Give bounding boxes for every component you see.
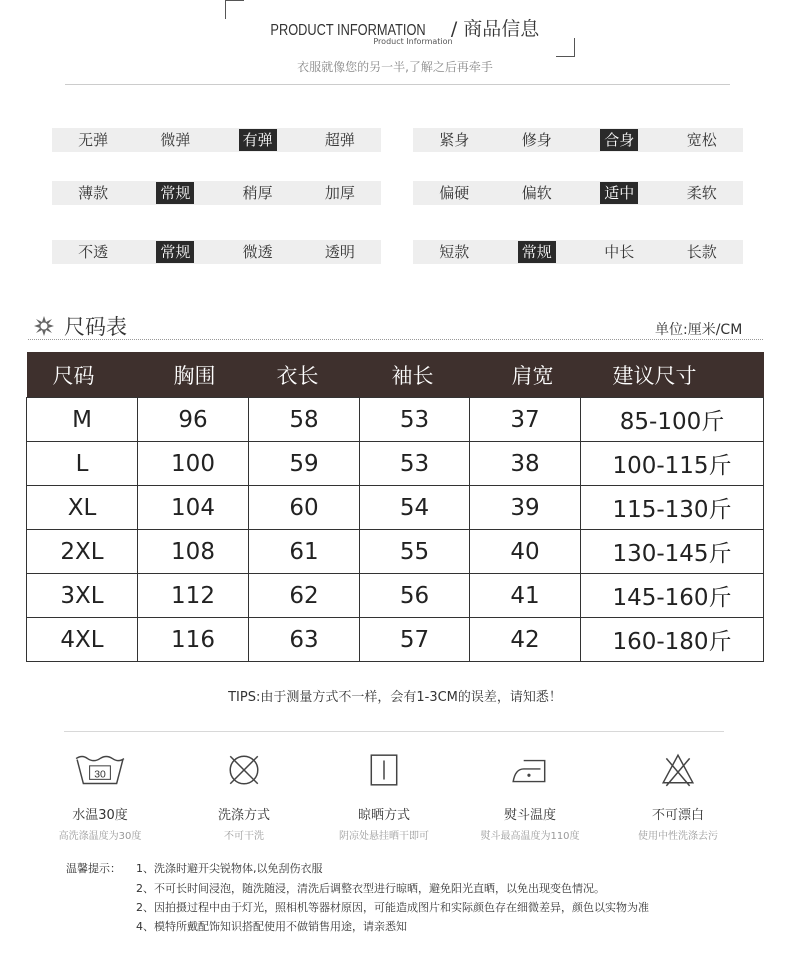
care-desc: 阴凉处悬挂晒干即可: [339, 831, 429, 842]
attribute-option-label: 中长: [604, 243, 635, 261]
attribute-option-selected: [578, 181, 661, 205]
size-cell: 53: [360, 442, 470, 486]
attribute-option-label: 宽松: [686, 131, 717, 149]
size-table-header: [27, 352, 764, 398]
size-column-header: 衣长: [249, 352, 360, 398]
note-item: 1、洗涤时避开尖锐物体,以免刮伤衣服: [136, 862, 323, 875]
size-cell: 145-160斤: [581, 574, 764, 618]
attribute-option-label: 常规: [156, 182, 194, 204]
attribute-option-label: 短款: [439, 243, 470, 261]
attribute-option-label: 常规: [518, 241, 556, 263]
size-cell: 59: [249, 442, 360, 486]
size-cell: XL: [27, 486, 138, 530]
size-cell: 112: [138, 574, 249, 618]
size-cell: 61: [249, 530, 360, 574]
size-cell: 63: [249, 618, 360, 662]
care-label: 熨斗温度: [503, 808, 556, 823]
size-cell: 115-130斤: [581, 486, 764, 530]
care-item-line-dry: [314, 752, 454, 842]
size-cell: 160-180斤: [581, 618, 764, 662]
attribute-option-label: 微弹: [160, 131, 191, 149]
attribute-row: [413, 128, 743, 152]
size-cell: 42: [470, 618, 581, 662]
size-cell: 4XL: [27, 618, 138, 662]
size-cell: 53: [360, 398, 470, 442]
attribute-option: [52, 128, 134, 152]
attribute-option: [496, 128, 579, 152]
attribute-option: [661, 240, 744, 264]
attribute-option: [413, 181, 496, 205]
care-item-bleach: [608, 752, 748, 842]
table-row: [27, 486, 764, 530]
table-row: [27, 574, 764, 618]
table-row: [27, 530, 764, 574]
page-subtitle: Product Information: [373, 37, 453, 46]
care-label: 水温30度: [72, 808, 128, 823]
size-cell: 54: [360, 486, 470, 530]
attribute-option: [217, 181, 299, 205]
size-cell: 57: [360, 618, 470, 662]
table-row: [27, 398, 764, 442]
size-cell: L: [27, 442, 138, 486]
size-tips: TIPS:由于测量方式不一样，会有1-3CM的误差，请知悉！: [228, 690, 562, 705]
size-cell: 39: [470, 486, 581, 530]
size-column-header: 尺码: [27, 352, 138, 398]
attribute-option-label: 柔软: [686, 184, 717, 202]
table-row: [27, 618, 764, 662]
care-desc: 高洗涤温度为30度: [58, 831, 142, 842]
attribute-row: [413, 240, 743, 264]
attribute-option: [661, 128, 744, 152]
attribute-option-label: 长款: [686, 243, 717, 261]
attribute-option-label: 透明: [324, 243, 355, 261]
attribute-option-label: 有弹: [239, 129, 277, 151]
attribute-option-label: 不透: [78, 243, 109, 261]
attribute-option: [413, 128, 496, 152]
size-cell: M: [27, 398, 138, 442]
note-item: 2、不可长时间浸泡，随洗随浸，清洗后调整衣型进行晾晒，避免阳光直晒，以免出现变色情况。: [136, 882, 605, 895]
size-cell: 37: [470, 398, 581, 442]
care-desc: 使用中性洗涤去污: [638, 831, 718, 842]
size-cell: 3XL: [27, 574, 138, 618]
attribute-option: [299, 240, 381, 264]
notes-heading: 温馨提示：: [66, 862, 121, 875]
attribute-option: [52, 240, 134, 264]
size-chart-unit: 单位:厘米/CM: [655, 322, 743, 338]
care-label: 晾晒方式: [357, 808, 410, 823]
line-dry-icon: [366, 752, 402, 788]
attribute-option-selected: [578, 128, 661, 152]
attribute-option-label: 微透: [242, 243, 273, 261]
attribute-option-selected: [496, 240, 579, 264]
attribute-row: [52, 240, 381, 264]
size-chart-title: 尺码表: [64, 315, 127, 339]
note-item: 4、模特所戴配饰知识搭配使用不做销售用途，请亲悉知: [136, 920, 407, 933]
attribute-option: [217, 240, 299, 264]
attribute-row: [52, 181, 381, 205]
size-cell: 60: [249, 486, 360, 530]
size-cell: 2XL: [27, 530, 138, 574]
attribute-option-label: 合身: [600, 129, 638, 151]
no-dry-clean-icon: [226, 752, 262, 788]
table-row: [27, 442, 764, 486]
attribute-option-label: 薄款: [78, 184, 109, 202]
size-cell: 62: [249, 574, 360, 618]
attribute-option-selected: [134, 181, 216, 205]
attribute-option: [52, 181, 134, 205]
size-cell: 108: [138, 530, 249, 574]
care-label: 不可漂白: [651, 808, 704, 823]
size-cell: 55: [360, 530, 470, 574]
slogan: 衣服就像您的另一半,了解之后再牵手: [297, 60, 493, 74]
attribute-option-label: 常规: [156, 241, 194, 263]
attribute-option: [134, 128, 216, 152]
size-cell: 116: [138, 618, 249, 662]
attribute-option-label: 适中: [600, 182, 638, 204]
care-desc: 熨斗最高温度为110度: [480, 831, 580, 842]
attribute-option-label: 稍厚: [242, 184, 273, 202]
size-cell: 40: [470, 530, 581, 574]
size-table: [26, 352, 764, 662]
section-dotted-divider: [28, 339, 763, 340]
size-cell: 100: [138, 442, 249, 486]
attribute-row: [413, 181, 743, 205]
size-cell: 130-145斤: [581, 530, 764, 574]
size-cell: 85-100斤: [581, 398, 764, 442]
attribute-option: [496, 181, 579, 205]
attribute-option-selected: [134, 240, 216, 264]
iron-icon: [509, 752, 551, 788]
sunburst-icon: [34, 316, 54, 336]
attribute-option: [299, 128, 381, 152]
note-item: 2、因拍摄过程中由于灯光，照相机等器材原因，可能造成图片和实际颜色存在细微差异，颜色以实物为准: [136, 901, 649, 914]
size-cell: 58: [249, 398, 360, 442]
attribute-option-label: 无弹: [78, 131, 109, 149]
attribute-option-selected: [217, 128, 299, 152]
size-cell: 38: [470, 442, 581, 486]
care-item-iron: [460, 752, 600, 842]
attribute-option: [299, 181, 381, 205]
no-bleach-icon: [660, 752, 696, 788]
title-separator: /: [444, 18, 464, 40]
attribute-option-label: 偏软: [521, 184, 552, 202]
wash-30-icon: [74, 752, 126, 788]
size-cell: 96: [138, 398, 249, 442]
size-cell: 56: [360, 574, 470, 618]
size-column-header: 胸围: [138, 352, 249, 398]
attribute-option-label: 紧身: [439, 131, 470, 149]
wash-temp-text: 30: [94, 769, 106, 781]
size-column-header: 肩宽: [470, 352, 581, 398]
title-chinese: 商品信息: [463, 18, 540, 40]
tips-divider: [64, 731, 724, 732]
size-cell: 41: [470, 574, 581, 618]
attribute-option-label: 偏硬: [439, 184, 470, 202]
care-item-wash: [30, 752, 170, 842]
size-cell: 104: [138, 486, 249, 530]
attribute-option-label: 修身: [521, 131, 552, 149]
attribute-option-label: 超弹: [324, 131, 355, 149]
header-divider: [65, 84, 730, 85]
size-column-header: 袖长: [360, 352, 470, 398]
attribute-option: [578, 240, 661, 264]
attribute-option: [413, 240, 496, 264]
care-label: 洗涤方式: [217, 808, 270, 823]
care-desc: 不可干洗: [224, 831, 264, 842]
attribute-option: [661, 181, 744, 205]
size-column-header: 建议尺寸: [581, 352, 764, 398]
care-item-dry-clean: [174, 752, 314, 842]
size-cell: 100-115斤: [581, 442, 764, 486]
title-english: PRODUCT INFORMATION: [270, 22, 426, 39]
attribute-option-label: 加厚: [324, 184, 355, 202]
attribute-row: [52, 128, 381, 152]
